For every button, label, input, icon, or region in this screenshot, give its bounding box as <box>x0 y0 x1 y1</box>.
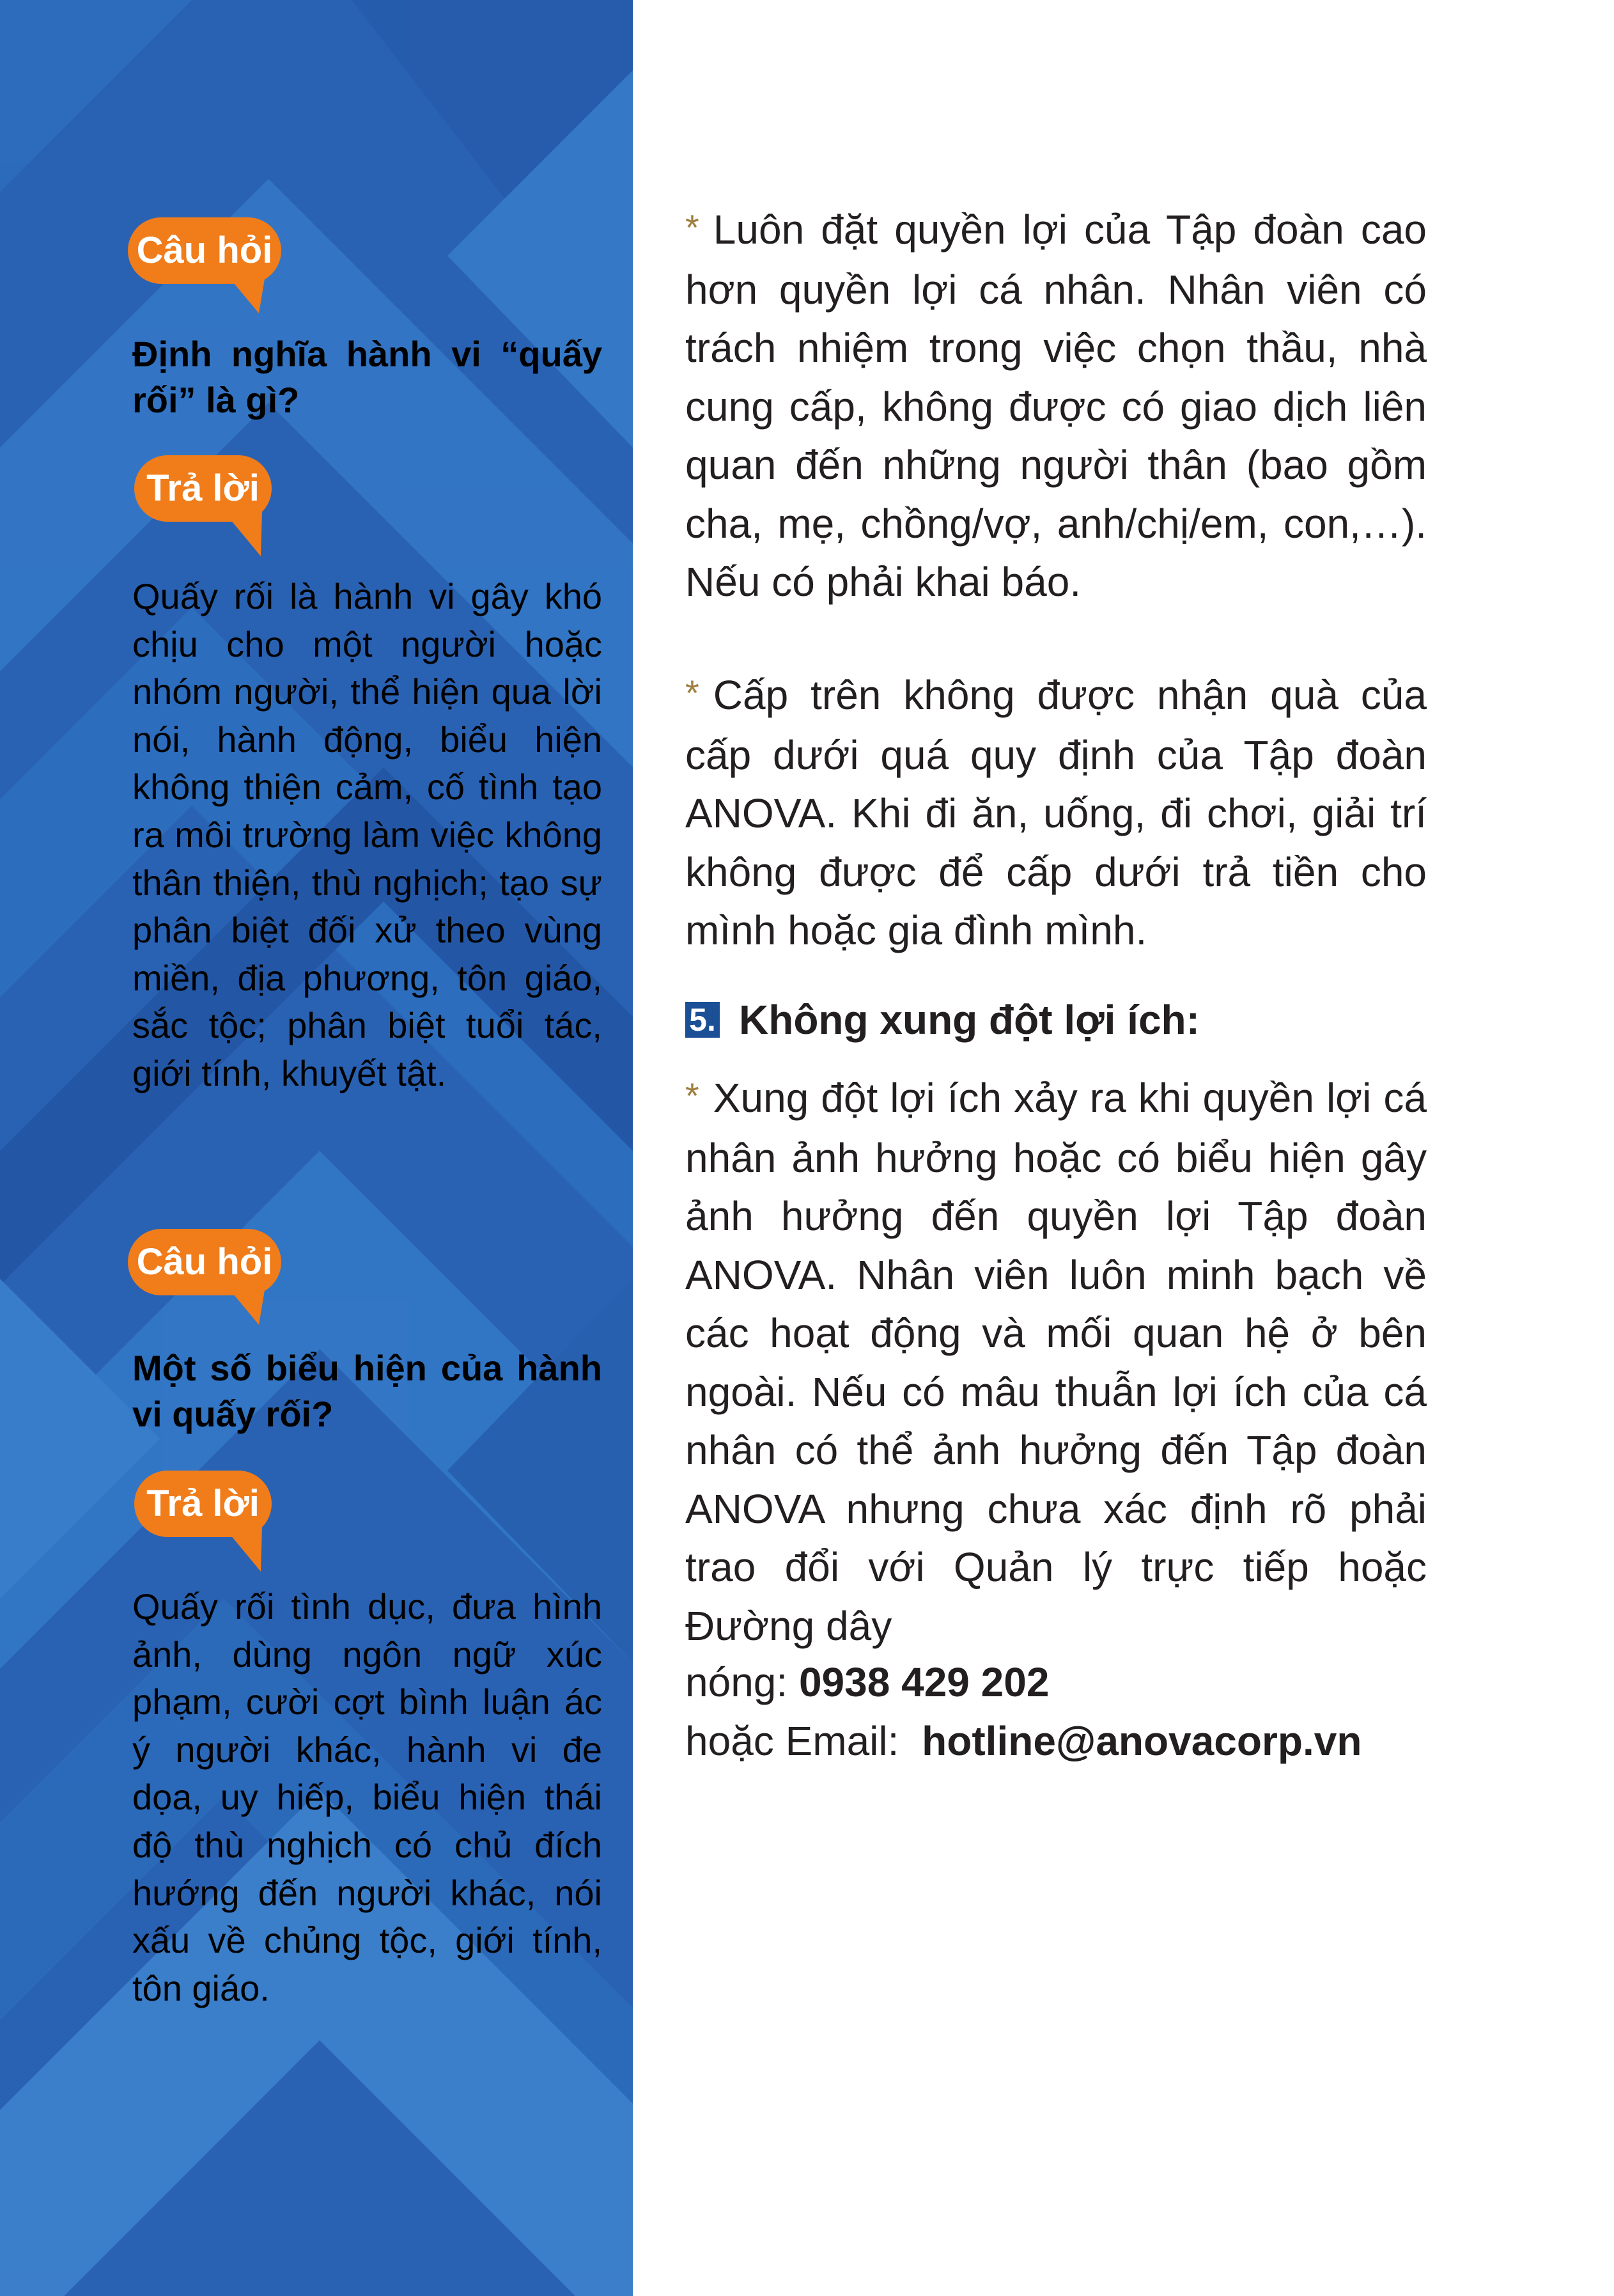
speech-tail-icon <box>224 512 262 556</box>
section-number-badge: 5. <box>685 1002 720 1038</box>
bullet-asterisk-icon: * <box>685 1075 699 1116</box>
bullet-asterisk-icon: * <box>685 207 699 247</box>
paragraph-3 <box>685 1069 1427 1655</box>
hotline-number: 0938 429 202 <box>798 1659 1050 1705</box>
section-5-title: Không xung đột lợi ích: <box>739 997 1200 1043</box>
speech-tail-icon <box>227 1286 265 1325</box>
speech-tail-icon <box>227 275 265 313</box>
question-text-2: Một số biểu hiện của hành vi quấy rối? <box>132 1348 602 1434</box>
paragraph-3-text: Xung đột lợi ích xảy ra khi quyền lợi cá nhân ảnh hưởng hoặc có biểu hiện gây ảnh hưởng đến quyền lợi Tập đoàn ANOVA. Nhân viên luôn minh bạch về các hoạt động và mối quan hệ ở bên ngoài. Nếu có mâu thuẫn lợi ích của cá nhân có thể ảnh hưởng đến Tập đoàn ANOVA nhưng chưa xác định rõ phải trao đổi với Quản lý trực tiếp hoặc Đường dây <box>685 1075 1427 1649</box>
answer-text-2: Quấy rối tình dục, đưa hình ảnh, dùng ngôn ngữ xúc phạm, cười cợt bình luận ác ý người khác, hành vi đe dọa, uy hiếp, biểu hiện thái độ thù nghịch có chủ đích hướng đến người khác, nói xấu về chủng tộc, giới tính, tôn giáo. <box>132 1586 602 2008</box>
hotline-label: nóng: <box>685 1659 788 1705</box>
paragraph-1 <box>685 201 1427 612</box>
section-5-heading <box>685 991 1200 1049</box>
question-text-1: Định nghĩa hành vi “quấy rối” là gì? <box>132 334 602 420</box>
answer-tag-1: Trả lời <box>134 455 272 522</box>
paragraph-2 <box>685 666 1427 960</box>
left-qa-panel <box>0 0 633 2296</box>
email-address[interactable]: hotline@anovacorp.vn <box>922 1718 1362 1764</box>
answer-text-1: Quấy rối là hành vi gây khó chịu cho một người hoặc nhóm người, thể hiện qua lời nói, hành động, biểu hiện không thiện cảm, cố tình tạo ra môi trường làm việc không thân thiện, thù nghịch; tạo sự phân biệt đối xử theo vùng miền, địa phương, tôn giáo, sắc tộc; phân biệt tuổi tác, giới tính, khuyết tật. <box>132 576 602 1093</box>
email-line <box>685 1712 1427 1771</box>
speech-tail-icon <box>224 1527 262 1572</box>
paragraph-1-text: Luôn đặt quyền lợi của Tập đoàn cao hơn quyền lợi cá nhân. Nhân viên có trách nhiệm trong việc chọn thầu, nhà cung cấp, không được có giao dịch liên quan đến những người thân (bao gồm cha, mẹ, chồng/vợ, anh/chị/em, con,…). Nếu có phải khai báo. <box>685 207 1427 605</box>
paragraph-2-text: Cấp trên không được nhận quà của cấp dưới quá quy định của Tập đoàn ANOVA. Khi đi ăn, uống, đi chơi, giải trí không được để cấp dưới trả tiền cho mình hoặc gia đình mình. <box>685 672 1427 953</box>
question-tag-2: Câu hỏi <box>128 1229 281 1295</box>
answer-tag-2: Trả lời <box>134 1471 272 1537</box>
hotline-line <box>685 1653 1427 1712</box>
email-label: hoặc Email: <box>685 1718 899 1764</box>
question-tag-1: Câu hỏi <box>128 217 281 284</box>
bullet-asterisk-icon: * <box>685 673 699 713</box>
